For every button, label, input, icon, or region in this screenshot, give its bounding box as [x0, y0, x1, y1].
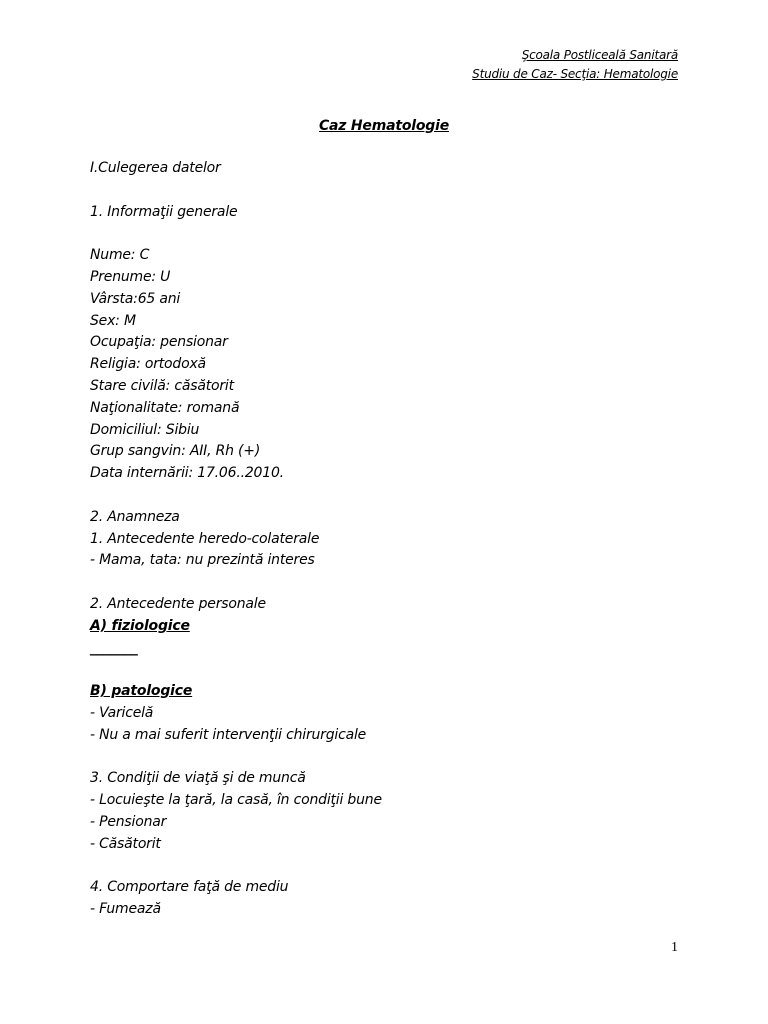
info-domicile: Domiciliul: Sibiu [90, 421, 200, 438]
info-age: Vârsta:65 ani [90, 290, 181, 307]
document-body [90, 158, 690, 921]
document-title: Caz Hematologie [318, 118, 450, 134]
info-religion: Religia: ortodoxă [90, 356, 206, 373]
info-admission-date: Data internării: 17.06..2010. [90, 465, 284, 482]
info-occupation: Ocupaţia: pensionar [90, 334, 228, 351]
behavior-heading: 4. Comportare faţă de mediu [90, 879, 289, 896]
section-heading: I.Culegerea datelor [90, 160, 221, 176]
heredo-item: - Mama, tata: nu prezintă interes [90, 552, 315, 569]
personal-heading: 2. Antecedente personale [90, 595, 266, 612]
living-item-home: - Locuieşte la ţară, la casă, în condiţii bune [90, 792, 382, 809]
living-item-retired: - Pensionar [90, 813, 167, 830]
patologice-item-varicela: - Varicelă [90, 704, 154, 721]
general-info-heading: 1. Informaţii generale [90, 203, 238, 220]
info-name: Nume: C [90, 247, 150, 264]
page-number: 1 [671, 940, 678, 955]
living-item-married: - Căsătorit [90, 835, 161, 852]
info-sex: Sex: M [90, 312, 136, 329]
info-surname: Prenume: U [90, 268, 171, 285]
fiziologice-heading: A) fiziologice [90, 617, 190, 634]
info-blood-group: Grup sangvin: AII, Rh (+) [90, 443, 261, 460]
info-civil-status: Stare civilă: căsătorit [90, 377, 234, 394]
case-study-subtitle: Studiu de Caz- Secţia: Hematologie [472, 67, 678, 81]
behavior-item-smokes: - Fumează [90, 901, 161, 918]
school-name: Şcoala Postliceală Sanitară [521, 48, 678, 62]
patologice-heading: B) patologice [90, 683, 193, 700]
heredo-heading: 1. Antecedente heredo-colaterale [90, 530, 320, 547]
living-conditions-heading: 3. Condiţii de viaţă şi de muncă [90, 770, 306, 787]
info-nationality: Naţionalitate: romană [90, 399, 240, 416]
patologice-item-surgery: - Nu a mai suferit intervenţii chirurgicale [90, 726, 367, 743]
anamneza-heading: 2. Anamneza [90, 508, 180, 525]
fiziologice-blank: _______ [90, 639, 138, 656]
document-header [472, 46, 678, 84]
